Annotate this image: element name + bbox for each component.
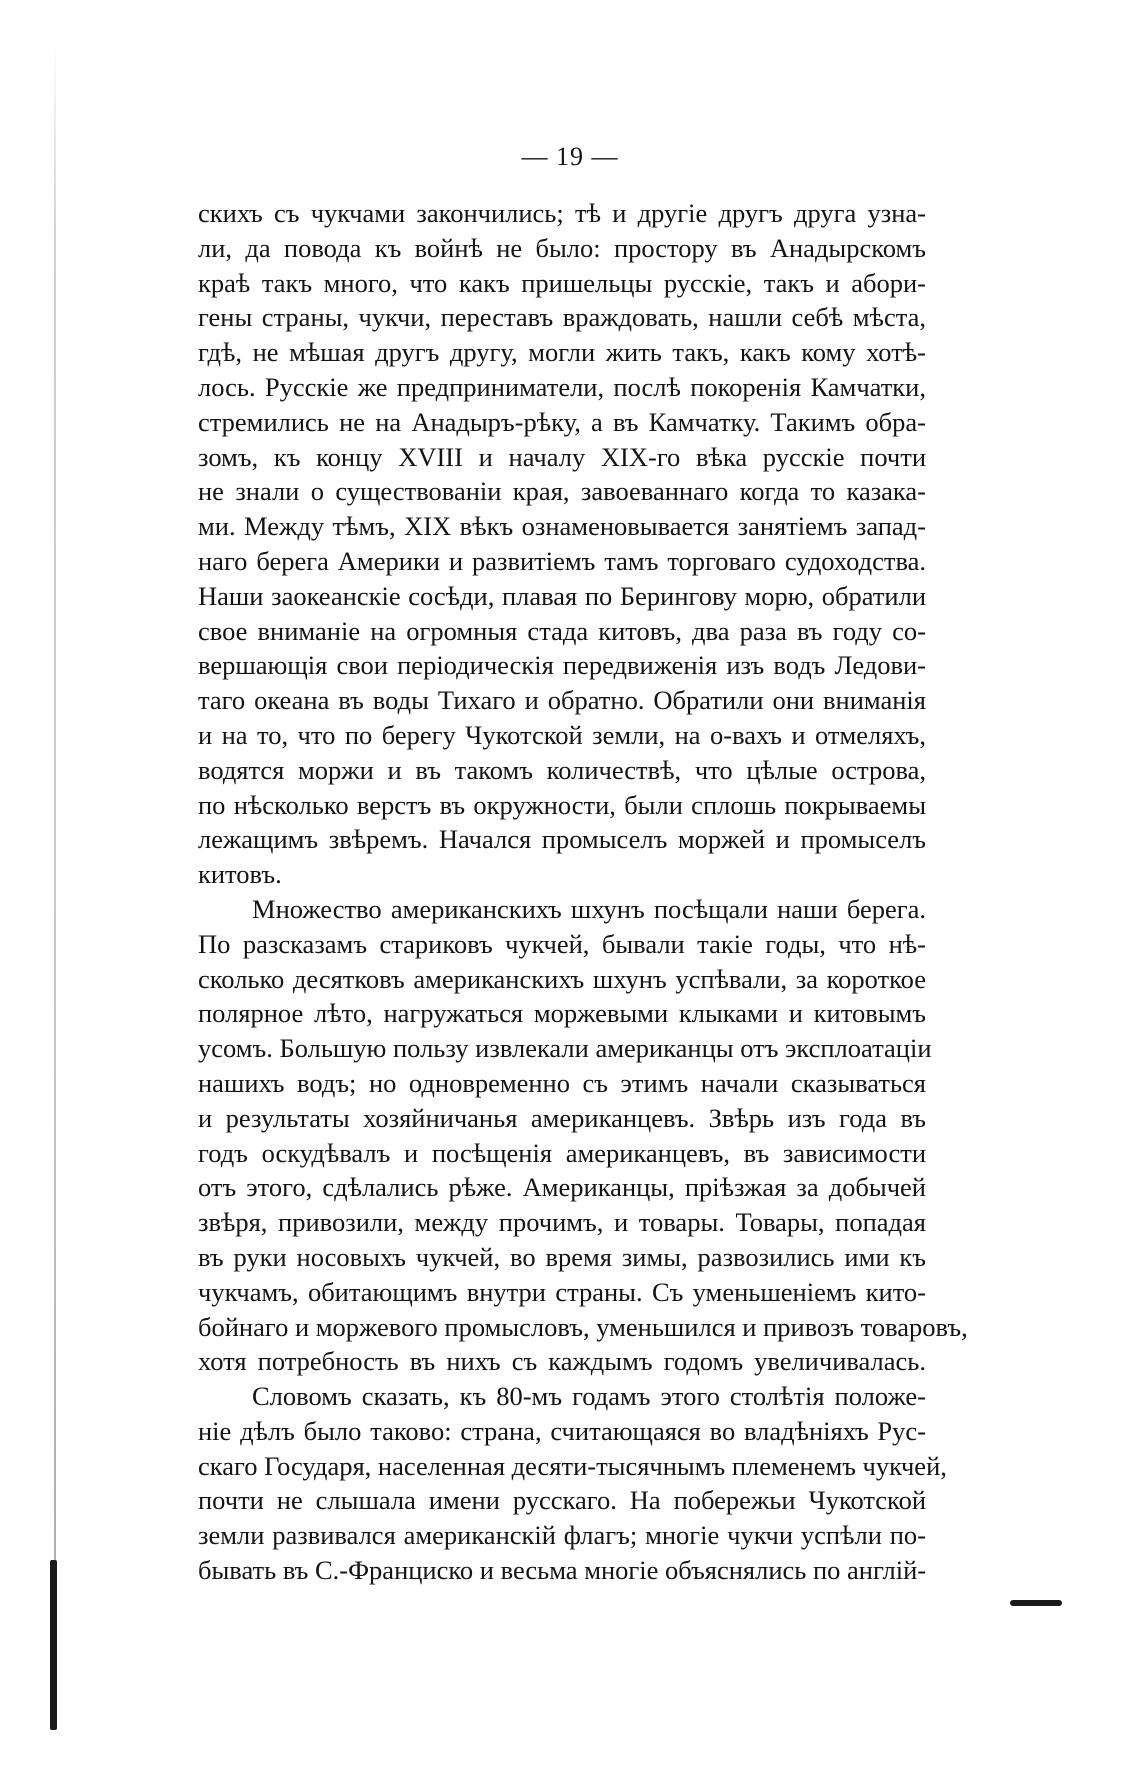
text-line: и результаты хозяйничанья американцевъ. Звѣрь изъ года въ: [198, 1102, 926, 1133]
text-line: сколько десятковъ американскихъ шхунъ успѣвали, за короткое: [198, 963, 926, 994]
text-line: китовъ.: [198, 859, 282, 890]
text-line: ми. Между тѣмъ, XIX вѣкъ ознаменовывается занятіемъ запад-: [198, 511, 926, 542]
text-line: Словомъ сказать, къ 80-мъ годамъ этого столѣтія положе-: [252, 1381, 926, 1412]
text-line: бойнаго и моржевого промысловъ, уменьшился и привозъ товаровъ,: [198, 1311, 968, 1342]
page-number: — 19 —: [521, 142, 619, 171]
scan-ink-mark: [1010, 1600, 1062, 1606]
text-line: въ руки носовыхъ чукчей, во время зимы, развозились ими къ: [198, 1241, 926, 1272]
text-line: чукчамъ, обитающимъ внутри страны. Съ уменьшеніемъ кито-: [198, 1276, 926, 1307]
paragraph-3: [198, 1379, 947, 1588]
text-line: земли развивался американскій флагъ; многіе чукчи успѣли по-: [198, 1520, 926, 1551]
text-line: годъ оскудѣвалъ и посѣщенія американцевъ, въ зависимости: [198, 1137, 926, 1168]
text-line: скихъ съ чукчами закончились; тѣ и другіе другъ друга узна-: [198, 198, 926, 228]
text-line: свое вниманіе на огромныя стада китовъ, два раза въ году со-: [198, 615, 926, 646]
text-line: ли, да повода къ войнѣ не было: простору въ Анадырскомъ: [198, 232, 926, 263]
text-line: Наши заокеанскіе сосѣди, плавая по Берингову морю, обратили: [198, 580, 926, 611]
text-line: почти не слышала имени русскаго. На побережьи Чукотской: [198, 1485, 926, 1516]
text-line: ніе дѣлъ было таково: страна, считающаяся во владѣніяхъ Рус-: [198, 1415, 926, 1446]
text-line: звѣря, привозили, между прочимъ, и товары. Товары, попадая: [198, 1207, 926, 1238]
text-line: водятся моржи и въ такомъ количествѣ, что цѣлые острова,: [198, 754, 926, 785]
scan-binding-mark: [50, 1560, 57, 1730]
text-line: наго берега Америки и развитіемъ тамъ торговаго судоходства.: [198, 545, 926, 576]
text-line: таго океана въ воды Тихаго и обратно. Обратили они вниманія: [198, 685, 926, 716]
scan-left-edge: [54, 40, 56, 1700]
text-line: хотя потребность въ нихъ съ каждымъ годомъ увеличивалась.: [198, 1346, 926, 1377]
text-line: краѣ такъ много, что какъ пришельцы русскіе, такъ и абори-: [198, 267, 926, 298]
text-line: скаго Государя, населенная десяти-тысячнымъ племенемъ чукчей,: [198, 1450, 947, 1481]
text-line: По разсказамъ стариковъ чукчей, бывали такіе годы, что нѣ-: [198, 928, 926, 959]
text-line: усомъ. Большую пользу извлекали американцы отъ эксплоатаціи: [198, 1033, 932, 1064]
text-line: лось. Русскіе же предприниматели, послѣ покоренія Камчатки,: [198, 371, 926, 402]
text-line: стремились не на Анадыръ-рѣку, а въ Камчатку. Такимъ обра-: [198, 406, 926, 437]
text-line: и на то, что по берегу Чукотской земли, на о-вахъ и отмеляхъ,: [198, 719, 926, 750]
text-line: гены страны, чукчи, переставъ враждовать, нашли себѣ мѣста,: [198, 302, 926, 333]
paragraph-1: [198, 196, 926, 892]
text-line: гдѣ, не мѣшая другъ другу, могли жить такъ, какъ кому хотѣ-: [198, 337, 926, 368]
text-line: вершающія свои періодическія передвиженія изъ водъ Ледови-: [198, 650, 926, 681]
body-text: [198, 196, 968, 1588]
text-line: нашихъ водъ; но одновременно съ этимъ начали сказываться: [198, 1067, 926, 1098]
text-line: по нѣсколько верстъ въ окружности, были сплошь покрываемы: [198, 789, 926, 820]
text-line: полярное лѣто, нагружаться моржевыми клыками и китовымъ: [198, 998, 926, 1029]
text-line: зомъ, къ концу XVIII и началу XIX-го вѣка русскіе почти: [198, 441, 926, 472]
text-line: Множество американскихъ шхунъ посѣщали наши берега.: [252, 893, 926, 924]
paragraph-2: [198, 892, 968, 1379]
text-line: отъ этого, сдѣлались рѣже. Американцы, пріѣзжая за добычей: [198, 1172, 926, 1203]
text-line: бывать въ С.-Франциско и весьма многіе объяснялись по англій-: [198, 1555, 927, 1586]
text-line: не знали о существованіи края, завоеваннаго когда то казака-: [198, 476, 926, 507]
text-line: лежащимъ звѣремъ. Начался промыселъ моржей и промыселъ: [198, 824, 926, 855]
